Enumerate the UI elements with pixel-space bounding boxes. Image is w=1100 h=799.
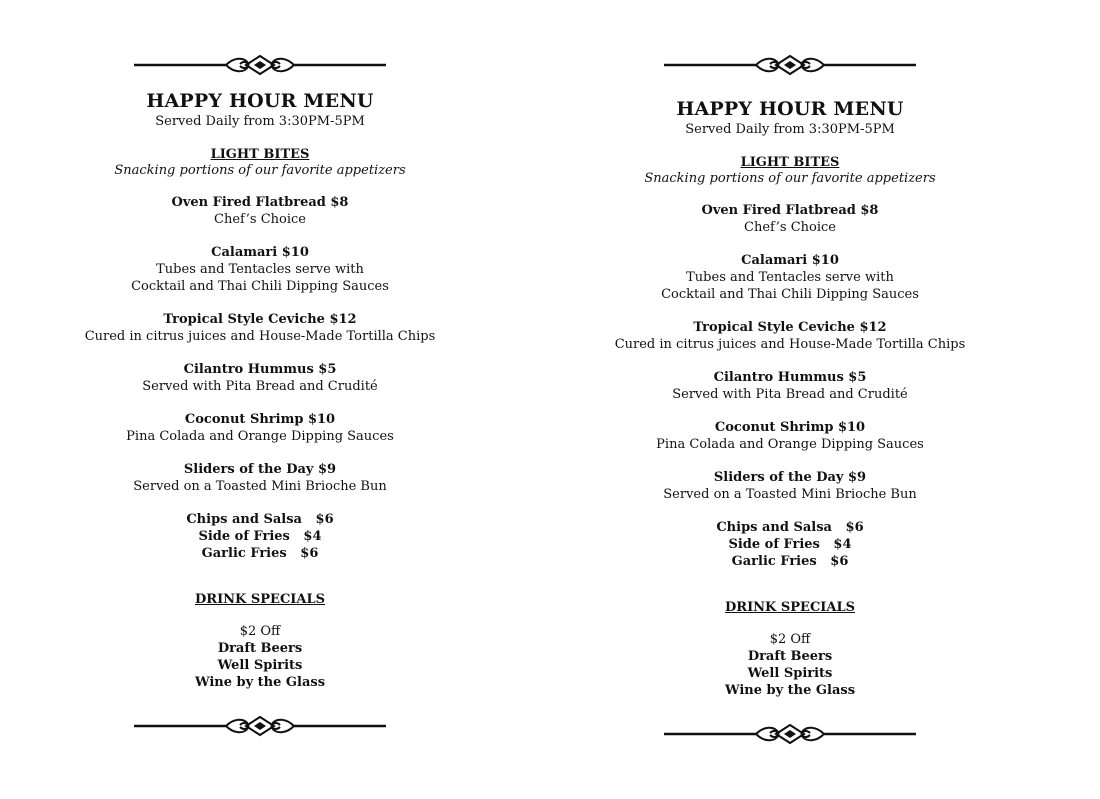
light-bites-heading: LIGHT BITES xyxy=(210,147,310,162)
light-bites-heading: LIGHT BITES xyxy=(740,155,840,170)
drink-specials-heading: DRINK SPECIALS xyxy=(725,600,855,615)
menu-item-description: Chef’s Choice xyxy=(214,212,306,227)
menu-panel-right xyxy=(580,0,1000,747)
menu-item-name: Cilantro Hummus $5 xyxy=(183,362,337,377)
menu-item xyxy=(580,469,1000,503)
menu-item xyxy=(580,369,1000,403)
drink-item: Draft Beers xyxy=(747,649,833,664)
menu-item-name: Cilantro Hummus $5 xyxy=(713,370,867,385)
drink-item: Well Spirits xyxy=(217,658,303,673)
side-item: Side of Fries $4 xyxy=(198,529,322,544)
menu-item xyxy=(50,411,470,445)
top-ornament-icon xyxy=(660,52,920,78)
light-bites-subheading: Snacking portions of our favorite appetizers xyxy=(114,163,406,178)
menu-item-description: Pina Colada and Orange Dipping Sauces xyxy=(126,429,394,444)
drink-item: Well Spirits xyxy=(747,666,833,681)
menu-item-name: Sliders of the Day $9 xyxy=(183,462,337,477)
drink-specials-heading: DRINK SPECIALS xyxy=(195,592,325,607)
menu-item-description: Served on a Toasted Mini Brioche Bun xyxy=(133,479,387,494)
menu-item-description: Cocktail and Thai Chili Dipping Sauces xyxy=(131,279,389,294)
menu-hours: Served Daily from 3:30PM-5PM xyxy=(685,122,895,137)
menu-item xyxy=(580,419,1000,453)
menu-item-name: Tropical Style Ceviche $12 xyxy=(693,320,887,335)
menu-item-name: Oven Fired Flatbread $8 xyxy=(171,195,349,210)
menu-item xyxy=(50,244,470,295)
menu-item xyxy=(580,319,1000,353)
menu-item-description: Pina Colada and Orange Dipping Sauces xyxy=(656,437,924,452)
menu-hours: Served Daily from 3:30PM-5PM xyxy=(155,114,365,129)
menu-item-description: Tubes and Tentacles serve with xyxy=(686,270,894,285)
light-bites-subheading: Snacking portions of our favorite appetizers xyxy=(644,171,936,186)
menu-item-description: Served with Pita Bread and Crudité xyxy=(672,387,908,402)
side-item: Chips and Salsa $6 xyxy=(716,520,864,535)
menu-title: HAPPY HOUR MENU xyxy=(146,90,374,112)
menu-item-description: Cured in citrus juices and House-Made Tortilla Chips xyxy=(84,329,436,344)
drink-specials-discount: $2 Off xyxy=(769,632,811,647)
menu-item xyxy=(50,194,470,228)
menu-item xyxy=(580,252,1000,303)
drink-item: Draft Beers xyxy=(217,641,303,656)
menu-item-name: Tropical Style Ceviche $12 xyxy=(163,312,357,327)
menu-item-description: Served with Pita Bread and Crudité xyxy=(142,379,378,394)
side-item: Garlic Fries $6 xyxy=(731,554,849,569)
menu-item xyxy=(50,311,470,345)
menu-title: HAPPY HOUR MENU xyxy=(676,98,904,120)
menu-item-description: Cured in citrus juices and House-Made Tortilla Chips xyxy=(614,337,966,352)
top-ornament-icon xyxy=(130,52,390,78)
side-item: Garlic Fries $6 xyxy=(201,546,319,561)
bottom-ornament-icon xyxy=(660,721,920,747)
drink-item: Wine by the Glass xyxy=(194,675,326,690)
bottom-ornament-icon xyxy=(130,713,390,739)
menu-item-description: Served on a Toasted Mini Brioche Bun xyxy=(663,487,917,502)
menu-item-description: Cocktail and Thai Chili Dipping Sauces xyxy=(661,287,919,302)
side-item: Side of Fries $4 xyxy=(728,537,852,552)
menu-item-name: Calamari $10 xyxy=(211,245,309,260)
sides-list xyxy=(50,511,470,562)
menu-item xyxy=(580,202,1000,236)
menu-item-name: Oven Fired Flatbread $8 xyxy=(701,203,879,218)
sides-list xyxy=(580,519,1000,570)
menu-item-name: Calamari $10 xyxy=(741,253,839,268)
menu-item-description: Chef’s Choice xyxy=(744,220,836,235)
menu-panel-left xyxy=(50,0,470,739)
menu-item xyxy=(50,361,470,395)
menu-item-name: Coconut Shrimp $10 xyxy=(184,412,336,427)
side-item: Chips and Salsa $6 xyxy=(186,512,334,527)
drink-item: Wine by the Glass xyxy=(724,683,856,698)
menu-item-name: Coconut Shrimp $10 xyxy=(714,420,866,435)
menu-item xyxy=(50,461,470,495)
menu-item-name: Sliders of the Day $9 xyxy=(713,470,867,485)
menu-item-description: Tubes and Tentacles serve with xyxy=(156,262,364,277)
drink-specials-discount: $2 Off xyxy=(239,624,281,639)
